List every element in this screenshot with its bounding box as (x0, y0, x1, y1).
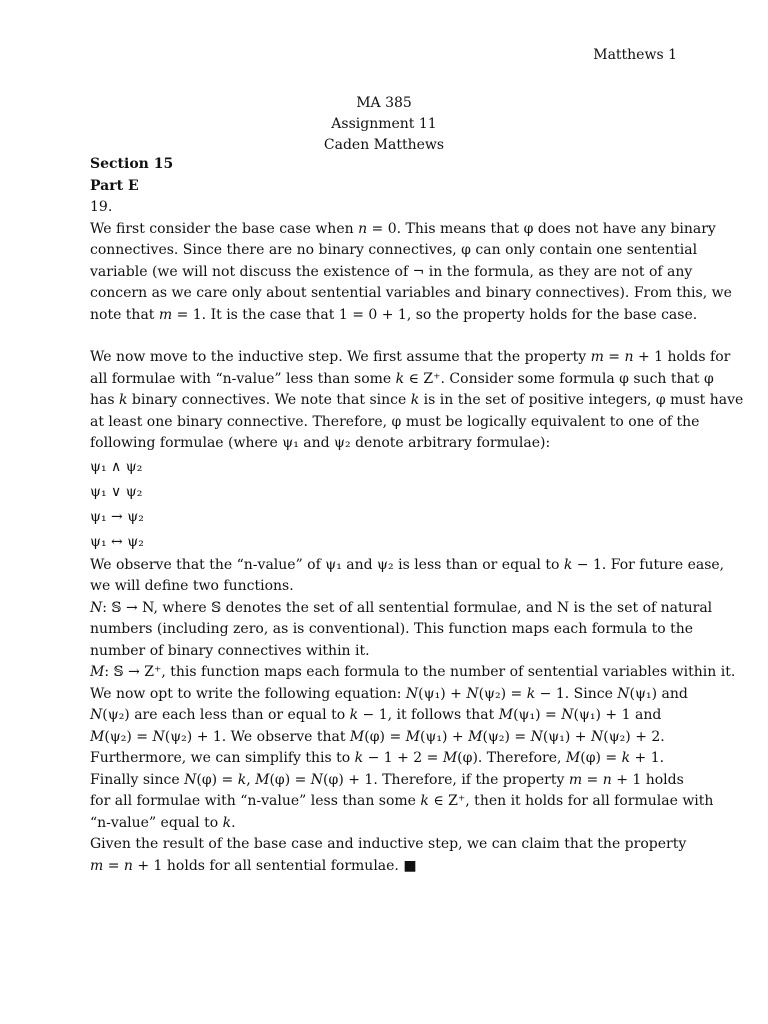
text-line: at least one binary connective. Therefore, φ must be logically equivalent to one of the (90, 413, 700, 430)
text-line: number of binary connectives within it. (90, 642, 370, 659)
text-line: We observe that the “n-value” of ψ₁ and ψ₂ is less than or equal to 𝑘 − 1. For future ease, (90, 556, 725, 573)
page-header: Matthews 1 (593, 47, 677, 63)
text-line: 𝑁(ψ₂) are each less than or equal to 𝑘 − 1, it follows that 𝑀(ψ₁) = 𝑁(ψ₁) + 1 and (90, 707, 662, 723)
text-line: variable (we will not discuss the existence of ¬ in the formula, as they are not of any (90, 263, 693, 280)
text-line: Given the result of the base case and inductive step, we can claim that the property (90, 836, 687, 852)
paragraph-gap (90, 326, 680, 347)
text-line: We now opt to write the following equation: 𝑁(ψ₁) + 𝑁(ψ₂) = 𝑘 − 1. Since 𝑁(ψ₁) and (90, 685, 688, 702)
text-line: Finally since 𝑁(φ) = 𝑘, 𝑀(φ) = 𝑁(φ) + 1. Therefore, if the property 𝑚 = 𝑛 + 1 holds (90, 771, 684, 788)
text-line: connectives. Since there are no binary connectives, φ can only contain one sentential (90, 242, 698, 258)
section-heading: Section 15 (90, 156, 174, 172)
text-line: We now move to the inductive step. We first assume that the property 𝑚 = 𝑛 + 1 holds for (90, 349, 731, 365)
formula-item: ψ₁ → ψ₂ (90, 508, 144, 525)
text-line: “n-value” equal to 𝑘. (90, 814, 236, 831)
problem-number: 19. (90, 199, 113, 215)
formula-item: ψ₁ ∨ ψ₂ (90, 483, 143, 500)
text-line: following formulae (where ψ₁ and ψ₂ denote arbitrary formulae): (90, 435, 551, 451)
assignment-title: Assignment 11 (331, 116, 437, 132)
title-block (0, 93, 768, 156)
formula-item: ψ₁ ↔ ψ₂ (90, 533, 144, 550)
text-line: 𝑁: 𝕊 → N, where 𝕊 denotes the set of all sentential formulae, and N is the set of natural (90, 599, 713, 616)
text-line: We first consider the base case when 𝑛 = 0. This means that φ does not have any binary (90, 220, 716, 237)
text-line: has 𝑘 binary connectives. We note that since 𝑘 is in the set of positive integers, φ must have (90, 392, 744, 408)
text-line: Furthermore, we can simplify this to 𝑘 − 1 + 2 = 𝑀(φ). Therefore, 𝑀(φ) = 𝑘 + 1. (90, 750, 665, 766)
text-line: 𝑀(ψ₂) = 𝑁(ψ₂) + 1. We observe that 𝑀(φ) = 𝑀(ψ₁) + 𝑀(ψ₂) = 𝑁(ψ₁) + 𝑁(ψ₂) + 2. (90, 728, 665, 745)
text-line: 𝑚 = 𝑛 + 1 holds for all sentential formulae. ■ (90, 857, 417, 874)
text-line: note that 𝑚 = 1. It is the case that 1 = 0 + 1, so the property holds for the base case. (90, 306, 698, 323)
formula-item: ψ₁ ∧ ψ₂ (90, 458, 143, 475)
text-line: all formulae with “n-value” less than some 𝑘 ∈ Z⁺. Consider some formula φ such that φ (90, 370, 714, 387)
text-line: for all formulae with “n-value” less than some 𝑘 ∈ Z⁺, then it holds for all formulae with (90, 793, 714, 809)
base-case-paragraph (90, 219, 732, 327)
inductive-step-paragraph (90, 347, 744, 455)
author-name: Caden Matthews (323, 137, 445, 153)
part-heading: Part E (90, 177, 139, 194)
course-title: MA 385 (356, 95, 412, 111)
document-body (90, 154, 744, 877)
formula-list (90, 455, 680, 555)
text-line: numbers (including zero, as is conventional). This function maps each formula to the (90, 621, 694, 637)
proof-paragraph (90, 555, 736, 878)
text-line: we will define two functions. (90, 578, 294, 594)
text-line: concern as we care only about sentential variables and binary connectives). From this, we (90, 285, 732, 301)
text-line: 𝑀: 𝕊 → Z⁺, this function maps each formula to the number of sentential variables within it. (90, 664, 736, 680)
